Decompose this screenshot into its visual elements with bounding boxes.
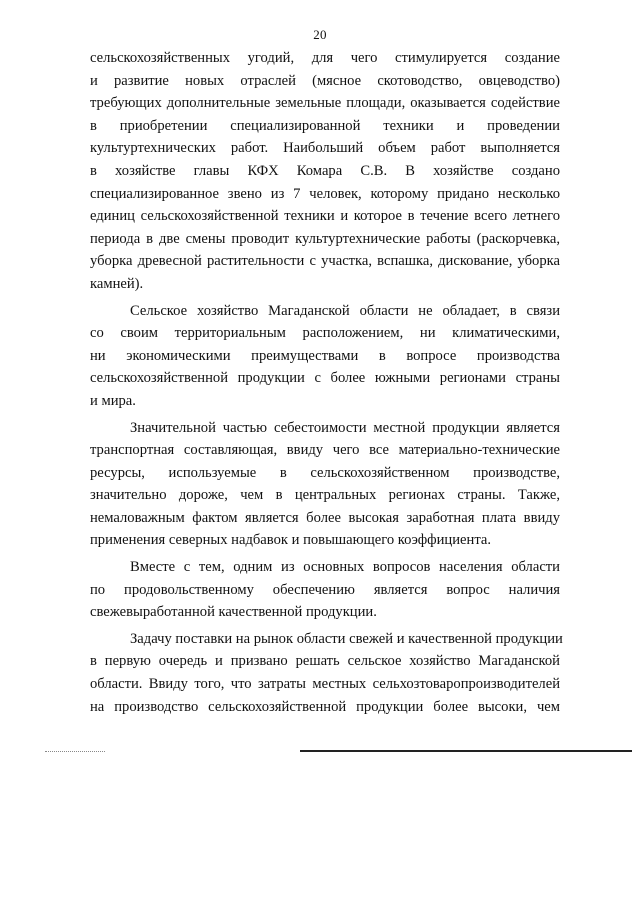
text-line: немаловажным фактом является более высокая заработная плата ввиду xyxy=(90,509,560,526)
document-body xyxy=(90,47,563,718)
text-line: по продовольственному обеспечению является вопрос наличия xyxy=(90,581,560,598)
text-line: в приобретении специализированной техники и проведении xyxy=(90,117,560,134)
text-line: камней). xyxy=(90,275,144,292)
text-line: периода в две смены проводит культуртехнические работы (раскорчевка, xyxy=(90,230,560,247)
text-line: специализированное звено из 7 человек, которому придано несколько xyxy=(90,185,560,202)
page-number: 20 xyxy=(313,27,327,42)
text-line: и мира. xyxy=(90,392,136,409)
text-line: уборка древесной растительности с участка, вспашка, дискование, уборка xyxy=(90,253,560,270)
text-line: Вместе с тем, одним из основных вопросов населения области xyxy=(130,559,560,576)
text-line: на производство сельскохозяйственной продукции более высоки, чем xyxy=(90,698,560,715)
text-line: со своим территориальным расположением, ни климатическими, xyxy=(90,325,560,342)
text-line: в первую очередь и призвано решать сельское хозяйство Магаданской xyxy=(90,653,560,670)
text-line: Сельское хозяйство Магаданской области не обладает, в связи xyxy=(130,302,560,319)
text-line: ресурсы, используемые в сельскохозяйственном производстве, xyxy=(90,464,560,481)
paragraph xyxy=(90,556,560,624)
text-line: транспортная составляющая, ввиду чего все материально-технические xyxy=(90,442,560,459)
text-line: и развитие новых отраслей (мясное скотоводство, овцеводство) xyxy=(90,72,560,89)
text-line: в хозяйстве главы КФХ Комара С.В. В хозяйстве создано xyxy=(90,162,560,179)
text-line: Значительной частью себестоимости местной продукции является xyxy=(130,419,560,436)
text-line: Задачу поставки на рынок области свежей и качественной продукции xyxy=(130,630,563,647)
text-line: применения северных надбавок и повышающего коэффициента. xyxy=(90,532,491,549)
text-line: свежевыработанной качественной продукции. xyxy=(90,604,377,621)
text-line: культуртехнических работ. Наибольший объем работ выполняется xyxy=(90,140,560,157)
text-line: единиц сельскохозяйственной техники и которое в течение всего летнего xyxy=(90,208,560,225)
paragraph xyxy=(90,300,560,413)
text-line: значительно дороже, чем в центральных регионах страны. Также, xyxy=(90,487,560,504)
paragraph xyxy=(90,47,560,296)
text-line: области. Ввиду того, что затраты местных сельхозтоваропроизводителей xyxy=(90,676,560,693)
text-line: сельскохозяйственных угодий, для чего стимулируется создание xyxy=(90,50,560,66)
paragraph xyxy=(90,417,560,553)
text-line: сельскохозяйственной продукции с более южными регионами страны xyxy=(90,370,560,387)
text-line: требующих дополнительные земельные площади, оказывается содействие xyxy=(90,95,560,112)
paragraph xyxy=(90,628,563,718)
scan-edge-mark xyxy=(45,751,105,753)
scan-edge-line xyxy=(300,750,632,752)
text-line: ни экономическими преимуществами в вопросе производства xyxy=(90,347,560,364)
